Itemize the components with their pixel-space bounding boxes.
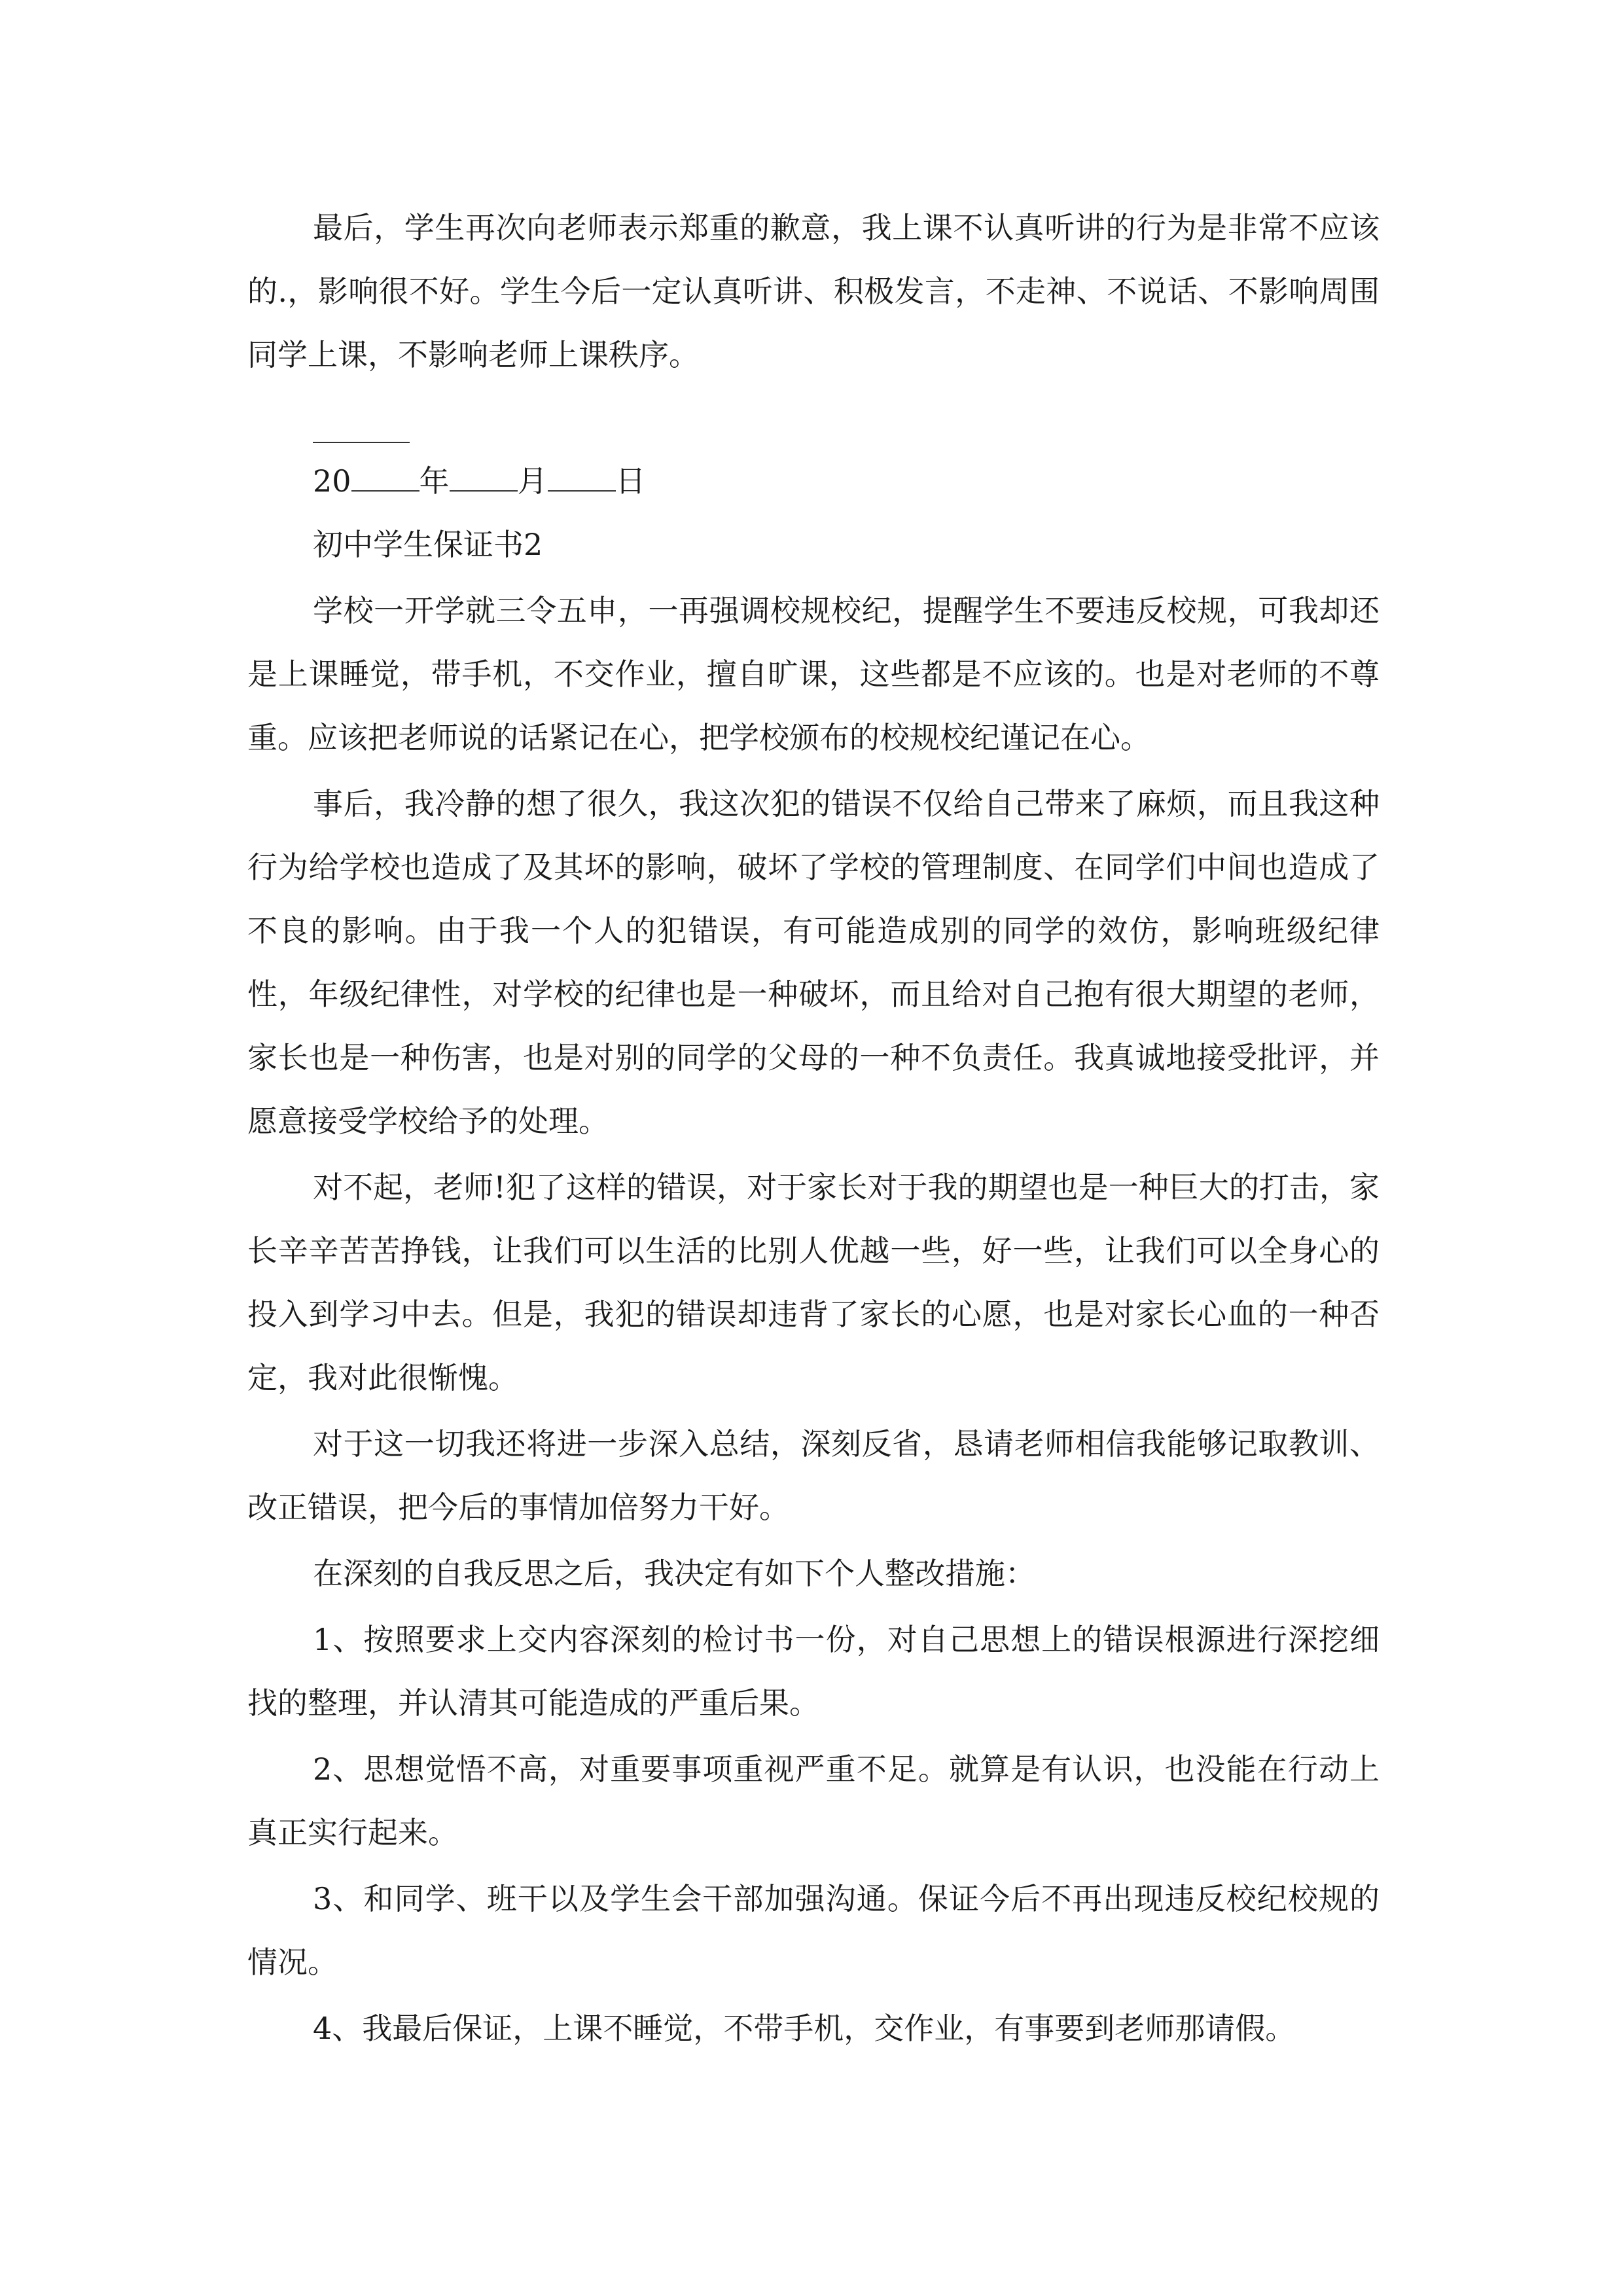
date-year-label: 年 bbox=[419, 463, 450, 499]
date-line bbox=[247, 450, 1380, 513]
paragraph-closing-apology: 最后，学生再次向老师表示郑重的歉意，我上课不认真听讲的行为是非常不应该的.，影响很不好。学生今后一定认真听讲、积极发言，不走神、不说话、不影响周围同学上课，不影响老师上课秩序。 bbox=[247, 210, 1380, 372]
document-page bbox=[247, 196, 1380, 2063]
date-blank-day bbox=[548, 464, 616, 492]
signature-line bbox=[313, 442, 410, 443]
paragraph-3: 对不起，老师!犯了这样的错误，对于家长对于我的期望也是一种巨大的打击，家长辛辛苦苦挣钱，让我们可以生活的比别人优越一些，好一些，让我们可以全身心的投入到学习中去。但是，我犯的错误却违背了家长的心愿，也是对家长心血的一种否定，我对此很惭愧。 bbox=[247, 1170, 1380, 1395]
paragraph-4: 对于这一切我还将进一步深入总结，深刻反省，恳请老师相信我能够记取教训、改正错误，把今后的事情加倍努力干好。 bbox=[247, 1426, 1380, 1525]
date-blank-month bbox=[450, 464, 518, 492]
date-blank-year bbox=[351, 464, 419, 492]
date-month-label: 月 bbox=[517, 463, 548, 499]
paragraph-1: 学校一开学就三令五申，一再强调校规校纪，提醒学生不要违反校规，可我却还是上课睡觉，带手机，不交作业，擅自旷课，这些都是不应该的。也是对老师的不尊重。应该把老师说的话紧记在心，把学校颁布的校规校纪谨记在心。 bbox=[247, 593, 1380, 755]
list-item-2: 2、思想觉悟不高，对重要事项重视严重不足。就算是有认识，也没能在行动上真正实行起来。 bbox=[247, 1751, 1380, 1850]
list-item-4: 4、我最后保证，上课不睡觉，不带手机，交作业，有事要到老师那请假。 bbox=[313, 2011, 1296, 2046]
date-day-label: 日 bbox=[615, 463, 646, 499]
section-title: 初中学生保证书2 bbox=[313, 527, 543, 562]
paragraph-2: 事后，我冷静的想了很久，我这次犯的错误不仅给自己带来了麻烦，而且我这种行为给学校也造成了及其坏的影响，破坏了学校的管理制度、在同学们中间也造成了不良的影响。由于我一个人的犯错误，有可能造成别的同学的效仿，影响班级纪律性，年级纪律性，对学校的纪律也是一种破坏，而且给对自己抱有很大期望的老师，家长也是一种伤害，也是对别的同学的父母的一种不负责任。我真诚地接受批评，并愿意接受学校给予的处理。 bbox=[247, 786, 1380, 1139]
list-item-3: 3、和同学、班干以及学生会干部加强沟通。保证今后不再出现违反校纪校规的情况。 bbox=[247, 1881, 1380, 1980]
paragraph-5: 在深刻的自我反思之后，我决定有如下个人整改措施： bbox=[313, 1556, 1035, 1591]
list-item-1: 1、按照要求上交内容深刻的检讨书一份，对自己思想上的错误根源进行深挖细找的整理，并认清其可能造成的严重后果。 bbox=[247, 1622, 1380, 1721]
date-prefix: 20 bbox=[313, 463, 351, 499]
